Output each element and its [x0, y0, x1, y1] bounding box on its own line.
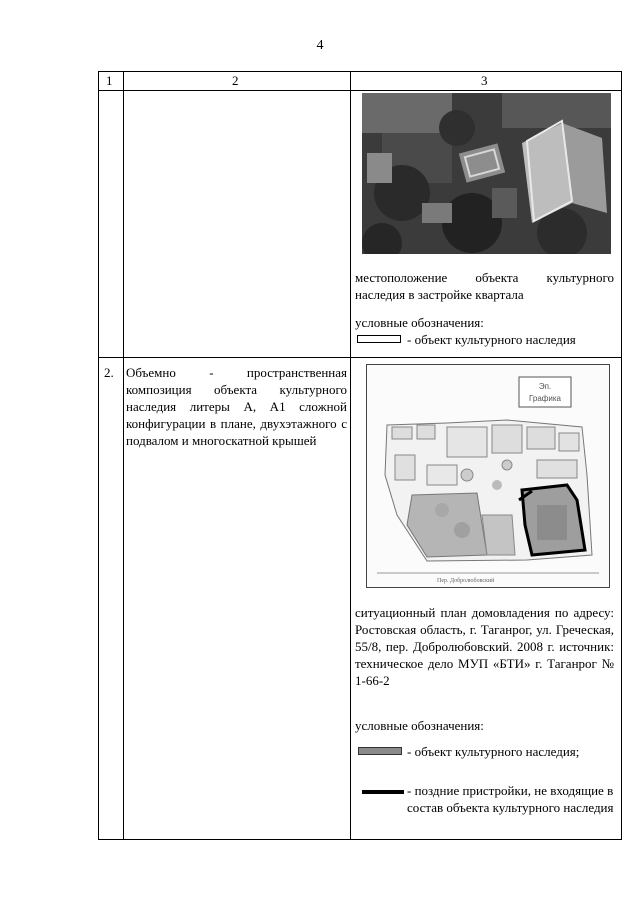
situation-plan-drawing: [367, 365, 609, 587]
row1-legend-item: - объект культурного наследия: [407, 332, 576, 347]
table-col-rule-1: [123, 71, 124, 840]
row2-legend-item1: - объект культурного наследия;: [407, 744, 580, 759]
legend-swatch-black-line: [362, 790, 404, 794]
header-col-2: 2: [232, 73, 239, 88]
table-header-rule: [98, 90, 622, 91]
row2-legend-item2: - поздние пристройки, не входящие в состав объекта культурного наследия: [407, 783, 614, 815]
row1-legend-title: условные обозначения:: [355, 315, 484, 330]
plan-stamp-line1: Эп.: [538, 382, 552, 391]
row2-caption: ситуационный план домовладения по адресу: Ростовская область, г. Таганрог, ул. Греческая, 55/8, пер. Добролюбовский. 2008 г. источник: техническое дело МУП «БТИ» г. Таганрог № 1-66-2: [355, 605, 614, 688]
table-row-rule: [98, 357, 622, 358]
legend-swatch-hatched: [358, 747, 402, 755]
row2-legend-title: условные обозначения:: [355, 718, 484, 733]
plan-stamp-line2: Графика: [529, 394, 561, 403]
situation-plan: [366, 364, 610, 588]
row1-caption: местоположение объекта культурного наследия в застройке квартала: [355, 270, 614, 302]
aerial-photo: [362, 93, 611, 254]
plan-footer-label: Пер. Добролюбовский: [437, 578, 495, 584]
row2-description: Объемно - пространственная композиция объекта культурного наследия литеры А, А1 сложной конфигурации в плане, двухэтажного с подвалом и многоскатной крышей: [126, 365, 347, 448]
table-col-rule-2: [350, 71, 351, 840]
header-col-1: 1: [106, 73, 113, 88]
row2-number: 2.: [104, 365, 114, 380]
header-col-3: 3: [481, 73, 488, 88]
legend-swatch-outline: [357, 335, 401, 343]
aerial-photo-image: [362, 93, 611, 254]
page-number: 4: [316, 38, 324, 53]
